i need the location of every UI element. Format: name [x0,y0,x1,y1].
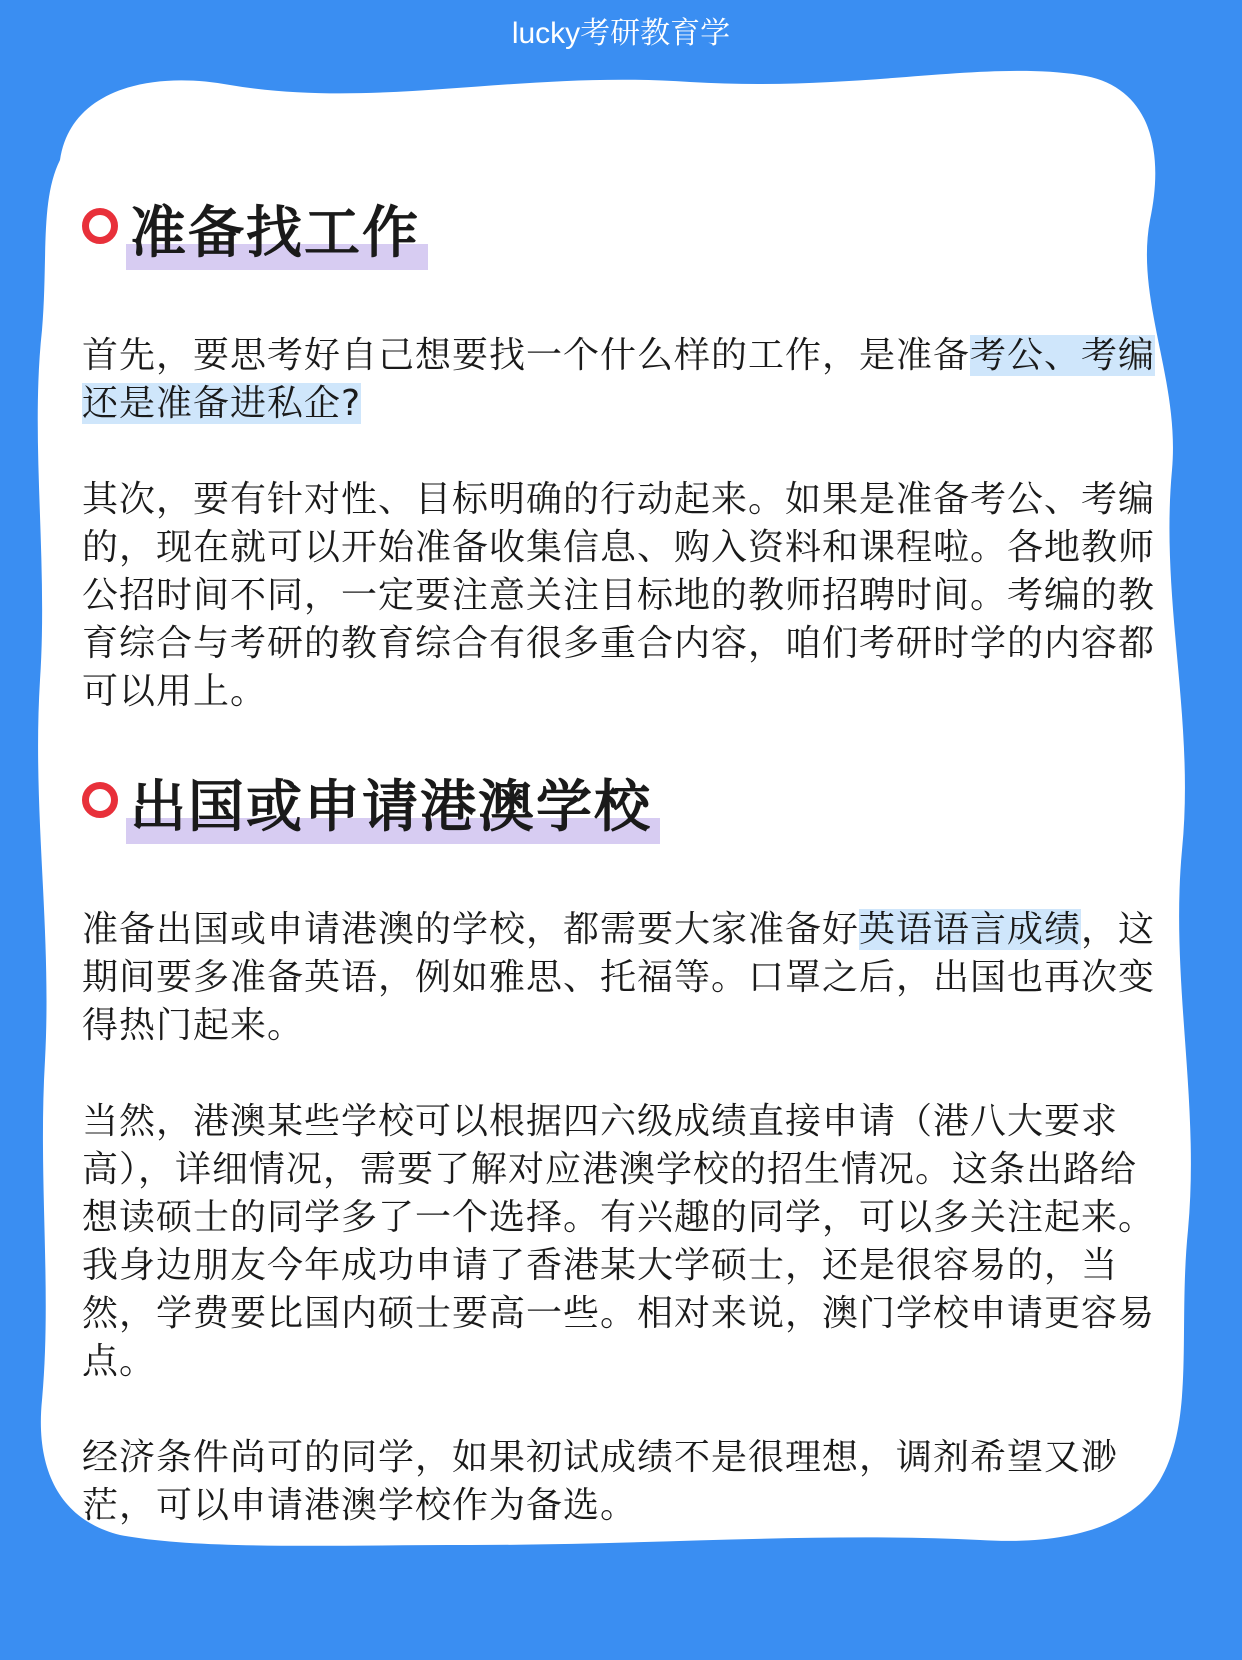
bullet-circle-icon [82,208,118,244]
section-heading-abroad [82,764,1162,852]
paragraph-abroad-3: 经济条件尚可的同学，如果初试成绩不是很理想，调剂希望又渺茫，可以申请港澳学校作为备选。 [82,1437,1119,1526]
page-title: lucky考研教育学 [511,17,731,50]
section-heading-job [82,190,1162,278]
section-title-job: 准备找工作 [126,201,424,266]
highlighted-text: 英语语言成绩 [859,909,1082,950]
paragraph-job-2: 其次，要有针对性、目标明确的行动起来。如果是准备考公、考编的，现在就可以开始准备收集信息、购入资料和课程啦。各地教师公招时间不同，一定要注意关注目标地的教师招聘时间。考编的教育综合与考研的教育综合有很多重合内容，咱们考研时学的内容都可以用上。 [82,479,1156,712]
highlighted-text: 考公、考编还是准备进私企? [82,335,1156,424]
paragraph-job-1: 首先，要思考好自己想要找一个什么样的工作，是准备考公、考编还是准备进私企? [82,335,1156,424]
paragraph-abroad-2: 当然，港澳某些学校可以根据四六级成绩直接申请（港八大要求高），详细情况，需要了解对应港澳学校的招生情况。这条出路给想读硕士的同学多了一个选择。有兴趣的同学，可以多关注起来。我身边朋友今年成功申请了香港某大学硕士，还是很容易的，当然，学费要比国内硕士要高一些。相对来说，澳门学校申请更容易点。 [82,1101,1156,1382]
paragraph-abroad-1: 准备出国或申请港澳的学校，都需要大家准备好英语语言成绩，这期间要多准备英语，例如雅思、托福等。口罩之后，出国也再次变得热门起来。 [82,909,1156,1046]
article-content [82,190,1162,1530]
section-title-abroad: 出国或申请港澳学校 [126,775,656,840]
bullet-circle-icon [82,782,118,818]
